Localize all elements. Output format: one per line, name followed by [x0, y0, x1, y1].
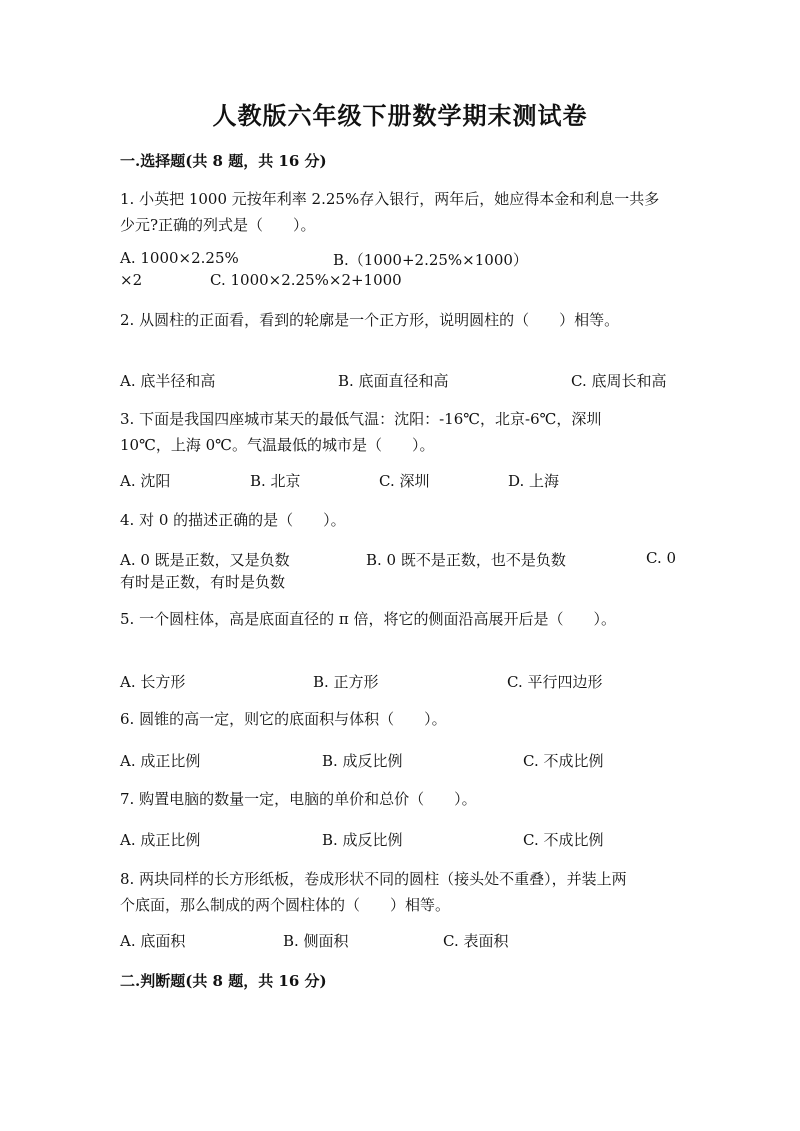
question-2-option-a: A. 底半径和高	[120, 372, 216, 390]
question-5-option-a: A. 长方形	[120, 673, 186, 691]
question-8-option-a: A. 底面积	[120, 932, 186, 950]
question-6-option-b: B. 成反比例	[322, 752, 403, 770]
question-1-option-b-cont: ×2	[120, 271, 143, 289]
question-8-option-c: C. 表面积	[443, 932, 509, 950]
question-5-option-c: C. 平行四边形	[507, 673, 603, 691]
question-8	[120, 866, 680, 918]
question-1-option-c: C. 1000×2.25%×2+1000	[210, 271, 402, 289]
question-1	[120, 186, 680, 238]
question-7-option-b: B. 成反比例	[322, 831, 403, 849]
question-5-option-b: B. 正方形	[313, 673, 379, 691]
question-7-option-a: A. 成正比例	[120, 831, 201, 849]
question-4-option-a: A. 0 既是正数，又是负数	[120, 551, 290, 569]
question-2-option-b: B. 底面直径和高	[338, 372, 449, 390]
question-4-option-c: C. 0	[646, 549, 677, 567]
question-3-option-a: A. 沈阳	[120, 472, 171, 490]
question-8-line-2: 个底面，那么制成的两个圆柱体的（ ）相等。	[120, 896, 451, 914]
question-2-option-c: C. 底周长和高	[571, 372, 667, 390]
question-4-option-c-cont: 有时是正数，有时是负数	[120, 573, 286, 591]
question-1-line-1: 1. 小英把 1000 元按年利率 2.25%存入银行，两年后，她应得本金和利息一共多	[120, 190, 660, 208]
question-7: 7. 购置电脑的数量一定，电脑的单价和总价（ ）。	[120, 790, 477, 808]
question-3-option-b: B. 北京	[250, 472, 301, 490]
question-7-option-c: C. 不成比例	[523, 831, 604, 849]
question-4-option-b: B. 0 既不是正数，也不是负数	[366, 551, 566, 569]
question-1-option-a: A. 1000×2.25%	[120, 249, 239, 267]
question-2: 2. 从圆柱的正面看，看到的轮廓是一个正方形，说明圆柱的（ ）相等。	[120, 311, 620, 329]
question-6-option-c: C. 不成比例	[523, 752, 604, 770]
question-6: 6. 圆锥的高一定，则它的底面积与体积（ ）。	[120, 710, 447, 728]
question-3-option-d: D. 上海	[508, 472, 560, 490]
question-3-line-1: 3. 下面是我国四座城市某天的最低气温：沈阳：-16℃，北京-6℃，深圳	[120, 410, 602, 428]
question-4: 4. 对 0 的描述正确的是（ ）。	[120, 511, 346, 529]
section-heading-true-false: 二.判断题(共 8 题，共 16 分)	[120, 972, 327, 990]
question-8-line-1: 8. 两块同样的长方形纸板，卷成形状不同的圆柱（接头处不重叠），并装上两	[120, 870, 627, 888]
question-6-option-a: A. 成正比例	[120, 752, 201, 770]
page-title: 人教版六年级下册数学期末测试卷	[212, 101, 588, 130]
question-3-line-2: 10℃，上海 0℃。气温最低的城市是（ ）。	[120, 436, 435, 454]
question-8-option-b: B. 侧面积	[283, 932, 349, 950]
section-heading-choice: 一.选择题(共 8 题，共 16 分)	[120, 152, 327, 170]
question-3	[120, 406, 680, 458]
question-1-option-b: B.（1000+2.25%×1000）	[333, 251, 528, 269]
question-5: 5. 一个圆柱体，高是底面直径的 π 倍，将它的侧面沿高展开后是（ ）。	[120, 610, 616, 628]
question-3-option-c: C. 深圳	[379, 472, 430, 490]
question-1-line-2: 少元?正确的列式是（ ）。	[120, 216, 316, 234]
